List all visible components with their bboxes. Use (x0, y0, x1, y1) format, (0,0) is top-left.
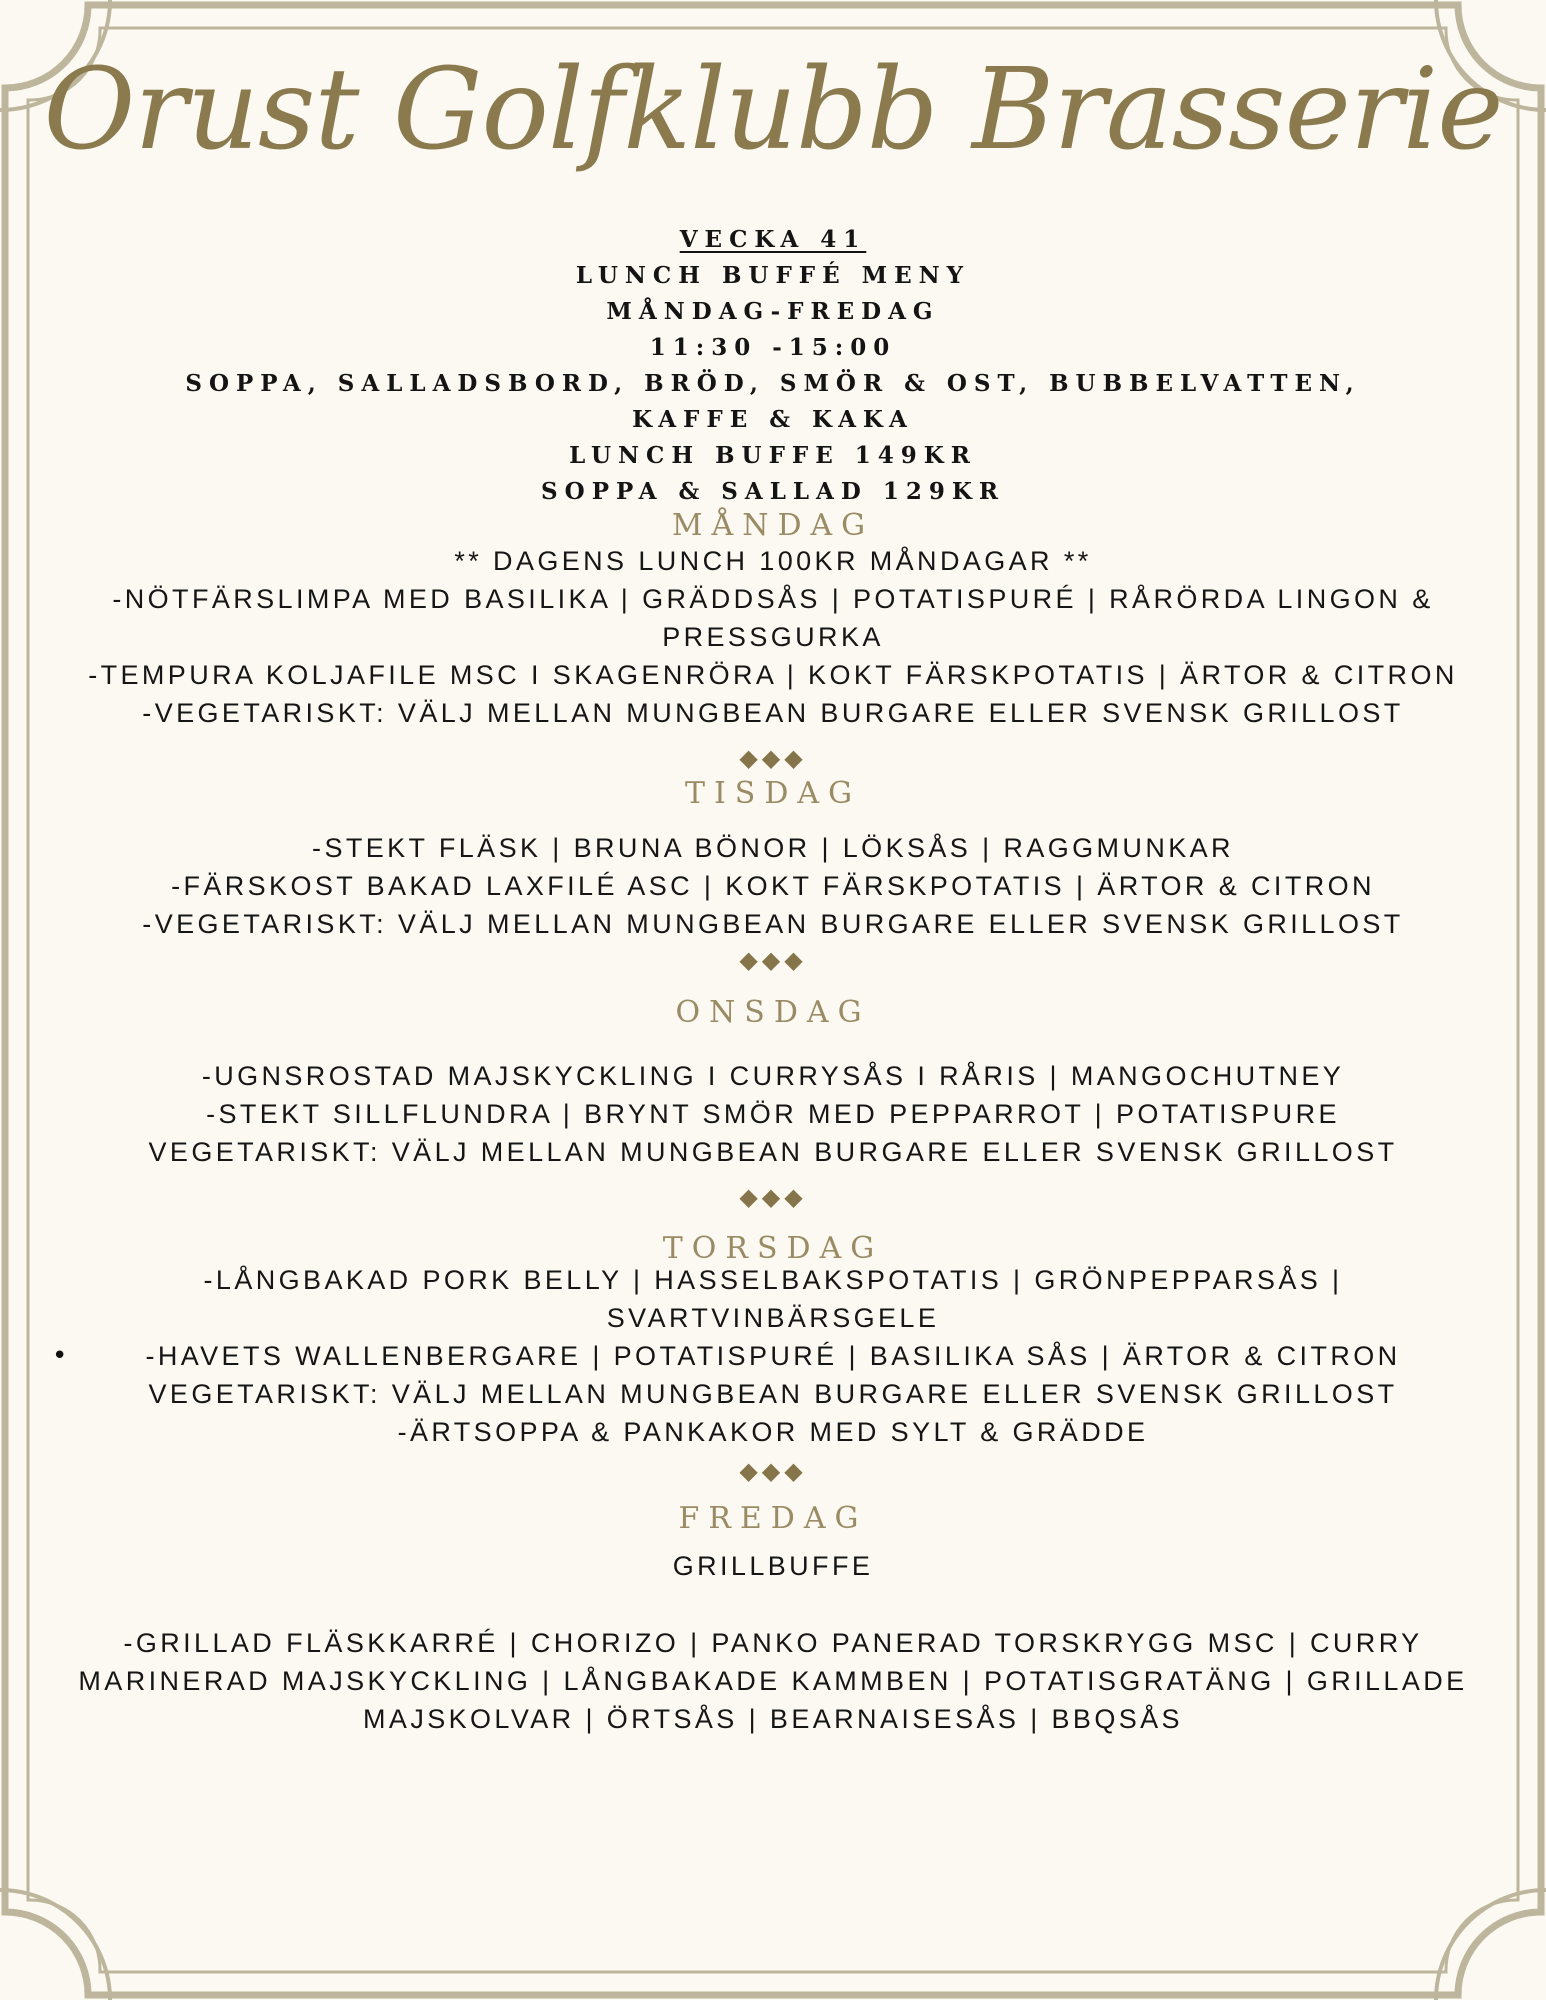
header-line: LUNCH BUFFE 149KR (569, 442, 977, 469)
diamond-separator: ◆◆◆ (739, 744, 807, 772)
menu-subtitle: GRILLBUFFE (672, 1551, 874, 1581)
menu-item: -NÖTFÄRSLIMPA MED BASILIKA | GRÄDDSÅS | POTATISPURÉ | RÅRÖRDA LINGON & (112, 584, 1434, 614)
menu-item: -STEKT FLÄSK | BRUNA BÖNOR | LÖKSÅS | RAGGMUNKAR (312, 833, 1234, 863)
menu-item: -STEKT SILLFLUNDRA | BRYNT SMÖR MED PEPPARROT | POTATISPURE (206, 1099, 1340, 1129)
menu-item: SVARTVINBÄRSGELE (606, 1303, 940, 1333)
menu-item: VEGETARISKT: VÄLJ MELLAN MUNGBEAN BURGARE ELLER SVENSK GRILLOST (148, 1137, 1398, 1167)
menu-item: -TEMPURA KOLJAFILE MSC I SKAGENRÖRA | KOKT FÄRSKPOTATIS | ÄRTOR & CITRON (88, 660, 1458, 690)
friday-items (40, 1624, 1506, 1738)
menu-header (0, 222, 1546, 510)
header-line: SOPPA & SALLAD 129KR (541, 478, 1005, 505)
menu-item: -FÄRSKOST BAKAD LAXFILÉ ASC | KOKT FÄRSKPOTATIS | ÄRTOR & CITRON (171, 871, 1375, 901)
brasserie-title: Orust Golfklubb Brasserie (43, 45, 1503, 175)
day-heading-thursday: TORSDAG (662, 1231, 884, 1266)
menu-item: -VEGETARISKT: VÄLJ MELLAN MUNGBEAN BURGARE ELLER SVENSK GRILLOST (142, 909, 1404, 939)
friday-menu (40, 1547, 1506, 1585)
menu-item: MARINERAD MAJSKYCKLING | LÅNGBAKADE KAMMBEN | POTATISGRATÄNG | GRILLADE (78, 1666, 1468, 1696)
day-heading-wednesday: ONSDAG (675, 995, 871, 1030)
week-label: VECKA 41 (679, 226, 867, 253)
menu-item: MAJSKOLVAR | ÖRTSÅS | BEARNAISESÅS | BBQSÅS (363, 1704, 1183, 1734)
header-line: SOPPA, SALLADSBORD, BRÖD, SMÖR & OST, BUBBELVATTEN, (185, 370, 1361, 397)
bullet-icon: • (52, 1341, 68, 1371)
menu-item: VEGETARISKT: VÄLJ MELLAN MUNGBEAN BURGARE ELLER SVENSK GRILLOST (148, 1379, 1398, 1409)
diamond-separator: ◆◆◆ (739, 946, 807, 974)
header-line: LUNCH BUFFÉ MENY (575, 262, 971, 289)
menu-item: -VEGETARISKT: VÄLJ MELLAN MUNGBEAN BURGARE ELLER SVENSK GRILLOST (142, 698, 1404, 728)
day-heading-tuesday: TISDAG (684, 776, 862, 811)
wednesday-menu (40, 1057, 1506, 1171)
menu-item: -UGNSROSTAD MAJSKYCKLING I CURRYSÅS I RÅRIS | MANGOCHUTNEY (201, 1061, 1345, 1091)
menu-item: ** DAGENS LUNCH 100KR MÅNDAGAR ** (454, 546, 1092, 576)
day-heading-friday: FREDAG (678, 1501, 868, 1536)
header-line: KAFFE & KAKA (632, 406, 914, 433)
monday-menu (40, 542, 1506, 732)
header-line: MÅNDAG-FREDAG (606, 298, 940, 325)
thursday-menu (40, 1261, 1506, 1451)
menu-item: -ÄRTSOPPA & PANKAKOR MED SYLT & GRÄDDE (397, 1417, 1149, 1447)
diamond-separator: ◆◆◆ (739, 1183, 807, 1211)
header-line: 11:30 -15:00 (649, 334, 897, 361)
menu-item: -LÅNGBAKAD PORK BELLY | HASSELBAKSPOTATIS | GRÖNPEPPARSÅS | (203, 1265, 1343, 1295)
menu-item: -HAVETS WALLENBERGARE | POTATISPURÉ | BASILIKA SÅS | ÄRTOR & CITRON (145, 1341, 1401, 1371)
day-heading-monday: MÅNDAG (671, 508, 875, 543)
menu-item: PRESSGURKA (662, 622, 884, 652)
tuesday-menu (40, 829, 1506, 943)
menu-item: -GRILLAD FLÄSKKARRÉ | CHORIZO | PANKO PANERAD TORSKRYGG MSC | CURRY (123, 1628, 1423, 1658)
diamond-separator: ◆◆◆ (739, 1457, 807, 1485)
